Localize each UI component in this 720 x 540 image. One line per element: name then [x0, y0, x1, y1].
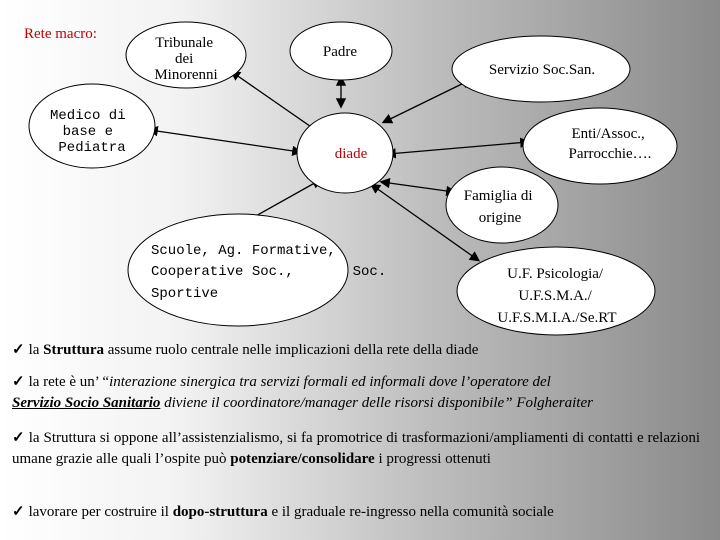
node-famiglia: [446, 167, 558, 243]
check-icon: ✓: [12, 342, 25, 358]
label-tribunale: Tribunale dei Minorenni: [154, 35, 218, 83]
label-padre: Padre: [322, 44, 358, 60]
edge-famiglia-diade: [382, 182, 454, 192]
edge-medico-diade: [150, 130, 300, 152]
bullet-1: ✓ la Struttura assume ruolo centrale nelle implicazioni della rete della diade: [12, 342, 479, 358]
label-uf: U.F. Psicologia/ U.F.S.M.A./ U.F.S.M.I.A./Se.RT: [497, 266, 617, 326]
edge-servizio-diade: [384, 80, 470, 122]
edge-enti-diade: [388, 142, 528, 154]
bullet-2: ✓ la rete è un’ “interazione sinergica tra servizi formali ed informali dove l’operatore del Servizio Socio Sanitario diviene il coordinatore/manager delle risorsi disponibile” Folgheraiter: [12, 374, 593, 411]
bullet-4: ✓ lavorare per costruire il dopo-struttura e il graduale re-ingresso nella comunità sociale: [12, 504, 554, 520]
label-servizio: Servizio Soc.San.: [488, 62, 596, 78]
check-icon: ✓: [12, 504, 25, 520]
label-scuole: Scuole, Ag. Formative, Cooperative Soc., Soc. Sportive: [151, 243, 387, 302]
label-diade: diade: [334, 146, 368, 162]
label-enti: Enti/Assoc., Parrocchie….: [568, 126, 652, 162]
check-icon: ✓: [12, 374, 25, 390]
bullet-3: ✓ la Struttura si oppone all’assistenzialismo, si fa promotrice di trasformazioni/ampliamenti di contatti e relazioni umane grazie alle quali l’ospite può potenziare/consolidare i progressi ottenuti: [12, 430, 700, 467]
label-famiglia: Famiglia di origine: [463, 188, 533, 226]
label-medico: Medico di base e Pediatra: [49, 108, 126, 156]
diagram-title: Rete macro:: [24, 26, 97, 42]
check-icon: ✓: [12, 430, 25, 446]
